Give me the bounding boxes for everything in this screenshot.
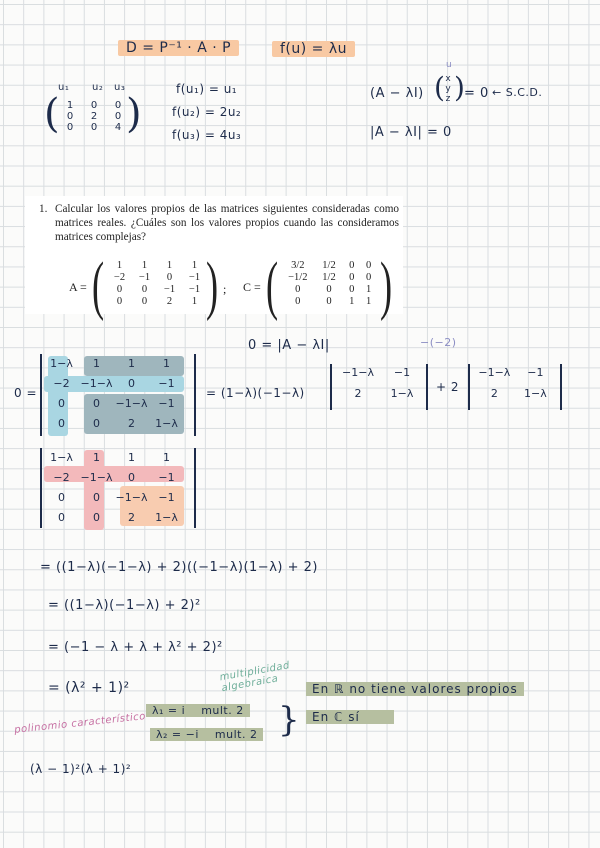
matrix-C-cell: 1/2 — [322, 272, 336, 283]
matrix-cell: 0 — [66, 111, 74, 122]
matrix-C-cell: 0 — [365, 260, 372, 271]
eigenvalue-1-value: λ₁ = i — [152, 704, 186, 717]
matrix-C-cell: 1 — [365, 296, 372, 307]
matrix-A-cell: −2 — [113, 272, 126, 283]
matrix-A-cell: 0 — [141, 284, 148, 295]
matrix-A-cell: −1 — [163, 284, 176, 295]
det2-right-bar — [194, 448, 196, 528]
minor1-right-bar — [426, 364, 428, 410]
det1-cell: 1 — [163, 357, 170, 370]
change-of-basis-formula: D = P⁻¹ · A · P — [118, 40, 239, 56]
matrix-A-cell: −1 — [138, 272, 151, 283]
eigenvalue-2-mult: mult. 2 — [214, 728, 258, 741]
real-conclusion: En ℝ no tiene valores propios — [306, 682, 524, 696]
matrix-C-label: C = — [243, 280, 261, 294]
minor-1 — [334, 366, 422, 400]
complex-conclusion: En ℂ sí — [306, 710, 394, 724]
matrix-C-right-paren: ) — [379, 249, 393, 322]
det2-cell: 0 — [58, 491, 65, 504]
characteristic-equation: 0 = |A − λI| — [248, 338, 330, 353]
plus-two: + 2 — [436, 380, 460, 394]
basis-label-u1: u₁ — [58, 82, 70, 93]
matrix-A-cell: 1 — [141, 260, 148, 271]
det1-cell: 1 — [128, 357, 135, 370]
system-rhs: = 0 — [464, 86, 489, 101]
matrix-separator: ; — [223, 282, 227, 296]
det2-cell: 1 — [128, 451, 135, 464]
minor2-right-bar — [560, 364, 562, 410]
det1-cell: 2 — [128, 417, 135, 430]
eigenvalue-1-mult: mult. 2 — [201, 704, 244, 717]
image-u1: f(u₁) = u₁ — [176, 82, 238, 96]
matrix-C-cell: 1 — [365, 284, 372, 295]
minor-2 — [472, 366, 554, 400]
minor1-left-bar — [330, 364, 332, 410]
multiplicity-label: multiplicidad algebraica — [218, 660, 291, 695]
matrix-C-cell: 3/2 — [291, 260, 305, 271]
matrix-A-right-paren: ) — [205, 249, 219, 322]
det1-cell: 0 — [93, 397, 100, 410]
minor1-cell: −1 — [393, 366, 411, 379]
matrix-C-cell: 1 — [349, 296, 355, 307]
minor2-left-bar — [468, 364, 470, 410]
basis-label-u3: u₃ — [114, 82, 126, 93]
matrix-A-cell: 2 — [166, 296, 173, 307]
det2-cell: 0 — [58, 511, 65, 524]
minor2-cell: 2 — [490, 387, 498, 400]
minor2-cell: −1 — [527, 366, 544, 379]
det2-cell: 1 — [163, 451, 170, 464]
matrix-A-cell: 1 — [116, 260, 123, 271]
determinant-2 — [44, 450, 184, 526]
u-annotation: u — [446, 60, 453, 70]
matrix-cell: 0 — [66, 122, 74, 133]
problem-statement — [25, 196, 403, 322]
matrix-C-polynomial: (λ − 1)²(λ + 1)² — [30, 762, 132, 776]
det2-left-bar — [40, 448, 42, 528]
minor1-cell: 1−λ — [390, 387, 414, 400]
matrix-A-cell: 1 — [166, 260, 173, 271]
matrix-C-cell: −1/2 — [288, 272, 308, 283]
det1-cell: 1−λ — [155, 417, 178, 430]
det2-cell: −1 — [158, 471, 175, 484]
det2-cell: −1−λ — [80, 471, 113, 484]
matrix-cell: 0 — [114, 100, 122, 111]
matrix-cell: 2 — [90, 111, 98, 122]
det1-cell: 0 — [58, 417, 65, 430]
matrix-A-cell: 0 — [116, 284, 123, 295]
matrix-A — [107, 260, 207, 307]
system-equation: (A − λI) — [370, 86, 424, 101]
matrix-C-cell: 0 — [295, 296, 301, 307]
det2-cell: 2 — [128, 511, 135, 524]
matrix-C-cell: 0 — [349, 272, 355, 283]
matrix-A-cell: 0 — [141, 296, 148, 307]
matrix-cell: 4 — [114, 122, 122, 133]
matrix-A-cell: 1 — [191, 260, 198, 271]
matrix-C-cell: 0 — [349, 284, 355, 295]
step-4: = (λ² + 1)² — [48, 680, 130, 696]
left-paren: ( — [44, 91, 60, 137]
det2-cell: −2 — [53, 471, 70, 484]
right-paren: ) — [126, 91, 142, 137]
matrix-cell: 0 — [114, 111, 122, 122]
matrix-A-cell: 0 — [166, 272, 173, 283]
matrix-cell: 0 — [90, 122, 98, 133]
matrix-cell: 1 — [66, 100, 74, 111]
problem-text: Calcular los valores propios de las matrices siguientes consideradas como matrices reales. ¿Cuáles son los valores propios cuando las consideramos matrices complejas? — [55, 203, 399, 243]
eigen-definition-formula: f(u) = λu — [272, 41, 355, 57]
matrix-C-cell: 0 — [326, 296, 332, 307]
vector-right-paren: ) — [454, 71, 465, 104]
step-2: = ((1−λ)(−1−λ) + 2)² — [48, 598, 201, 613]
det1-cell: −2 — [53, 377, 70, 390]
matrix-C-left-paren: ( — [265, 249, 279, 322]
det1-cell: 0 — [128, 377, 135, 390]
minor2-cell: −1−λ — [478, 366, 511, 379]
eigenvalue-1 — [146, 704, 250, 717]
det2-cell: 0 — [93, 491, 100, 504]
expansion-factor: = (1−λ)(−1−λ) — [206, 386, 305, 400]
det1-right-bar — [194, 354, 196, 436]
det1-left-bar — [40, 354, 42, 436]
matrix-C-cell: 0 — [326, 284, 332, 295]
matrix-A-cell: 1 — [191, 296, 198, 307]
det2-cell: 0 — [93, 511, 100, 524]
det1-cell: −1 — [158, 397, 175, 410]
matrix-A-label: A = — [69, 280, 87, 294]
det1-cell: 1 — [93, 357, 100, 370]
cofactor-sign-annotation: −(−2) — [420, 336, 457, 349]
basis-label-u2: u₂ — [92, 82, 104, 93]
vector-y: y — [445, 84, 451, 94]
det2-cell: 1−λ — [50, 451, 73, 464]
determinant-1 — [44, 356, 184, 432]
det2-cell: −1−λ — [115, 491, 148, 504]
det1-cell: −1−λ — [80, 377, 113, 390]
determinant-condition: |A − λI| = 0 — [370, 125, 452, 140]
matrix-C-cell: 0 — [349, 260, 355, 271]
minor1-cell: −1−λ — [342, 366, 374, 379]
matrix-C-cell: 0 — [295, 284, 301, 295]
minor2-cell: 1−λ — [523, 387, 547, 400]
det1-cell: −1−λ — [115, 397, 148, 410]
matrix-A-cell: −1 — [188, 284, 201, 295]
minor1-cell: 2 — [354, 387, 362, 400]
matrix-A-left-paren: ( — [91, 249, 105, 322]
image-u3: f(u₃) = 4u₃ — [172, 128, 242, 142]
det1-cell: −1 — [158, 377, 175, 390]
det2-cell: 0 — [128, 471, 135, 484]
eigenvalue-2-value: λ₂ = −i — [156, 728, 199, 741]
matrix-cell: 0 — [90, 100, 98, 111]
det2-cell: −1 — [158, 491, 175, 504]
eigenvalue-2 — [150, 728, 263, 741]
matrix-C — [281, 260, 377, 307]
matrix-C-cell: 0 — [365, 272, 372, 283]
zero-equals: 0 = — [14, 386, 38, 400]
eigenvalue-brace: } — [278, 700, 300, 740]
det2-cell: 1−λ — [155, 511, 178, 524]
polynomial-label: polinomio característico — [13, 711, 147, 736]
det1-cell: 0 — [58, 397, 65, 410]
image-u2: f(u₂) = 2u₂ — [172, 105, 242, 119]
diag-matrix — [58, 100, 130, 133]
vector-z: z — [445, 94, 451, 104]
vector-x: x — [445, 74, 451, 84]
det1-cell: 1−λ — [50, 357, 73, 370]
step-3: = (−1 − λ + λ + λ² + 2)² — [48, 640, 223, 655]
scd-arrow: ← S.C.D. — [492, 86, 543, 99]
matrix-A-cell: 0 — [116, 296, 123, 307]
det2-cell: 1 — [93, 451, 100, 464]
det1-cell: 0 — [93, 417, 100, 430]
vector-left-paren: ( — [434, 71, 445, 104]
matrix-C-cell: 1/2 — [322, 260, 336, 271]
step-1: = ((1−λ)(−1−λ) + 2)((−1−λ)(1−λ) + 2) — [40, 560, 318, 575]
matrix-A-cell: −1 — [188, 272, 201, 283]
problem-number: 1. — [39, 203, 48, 215]
